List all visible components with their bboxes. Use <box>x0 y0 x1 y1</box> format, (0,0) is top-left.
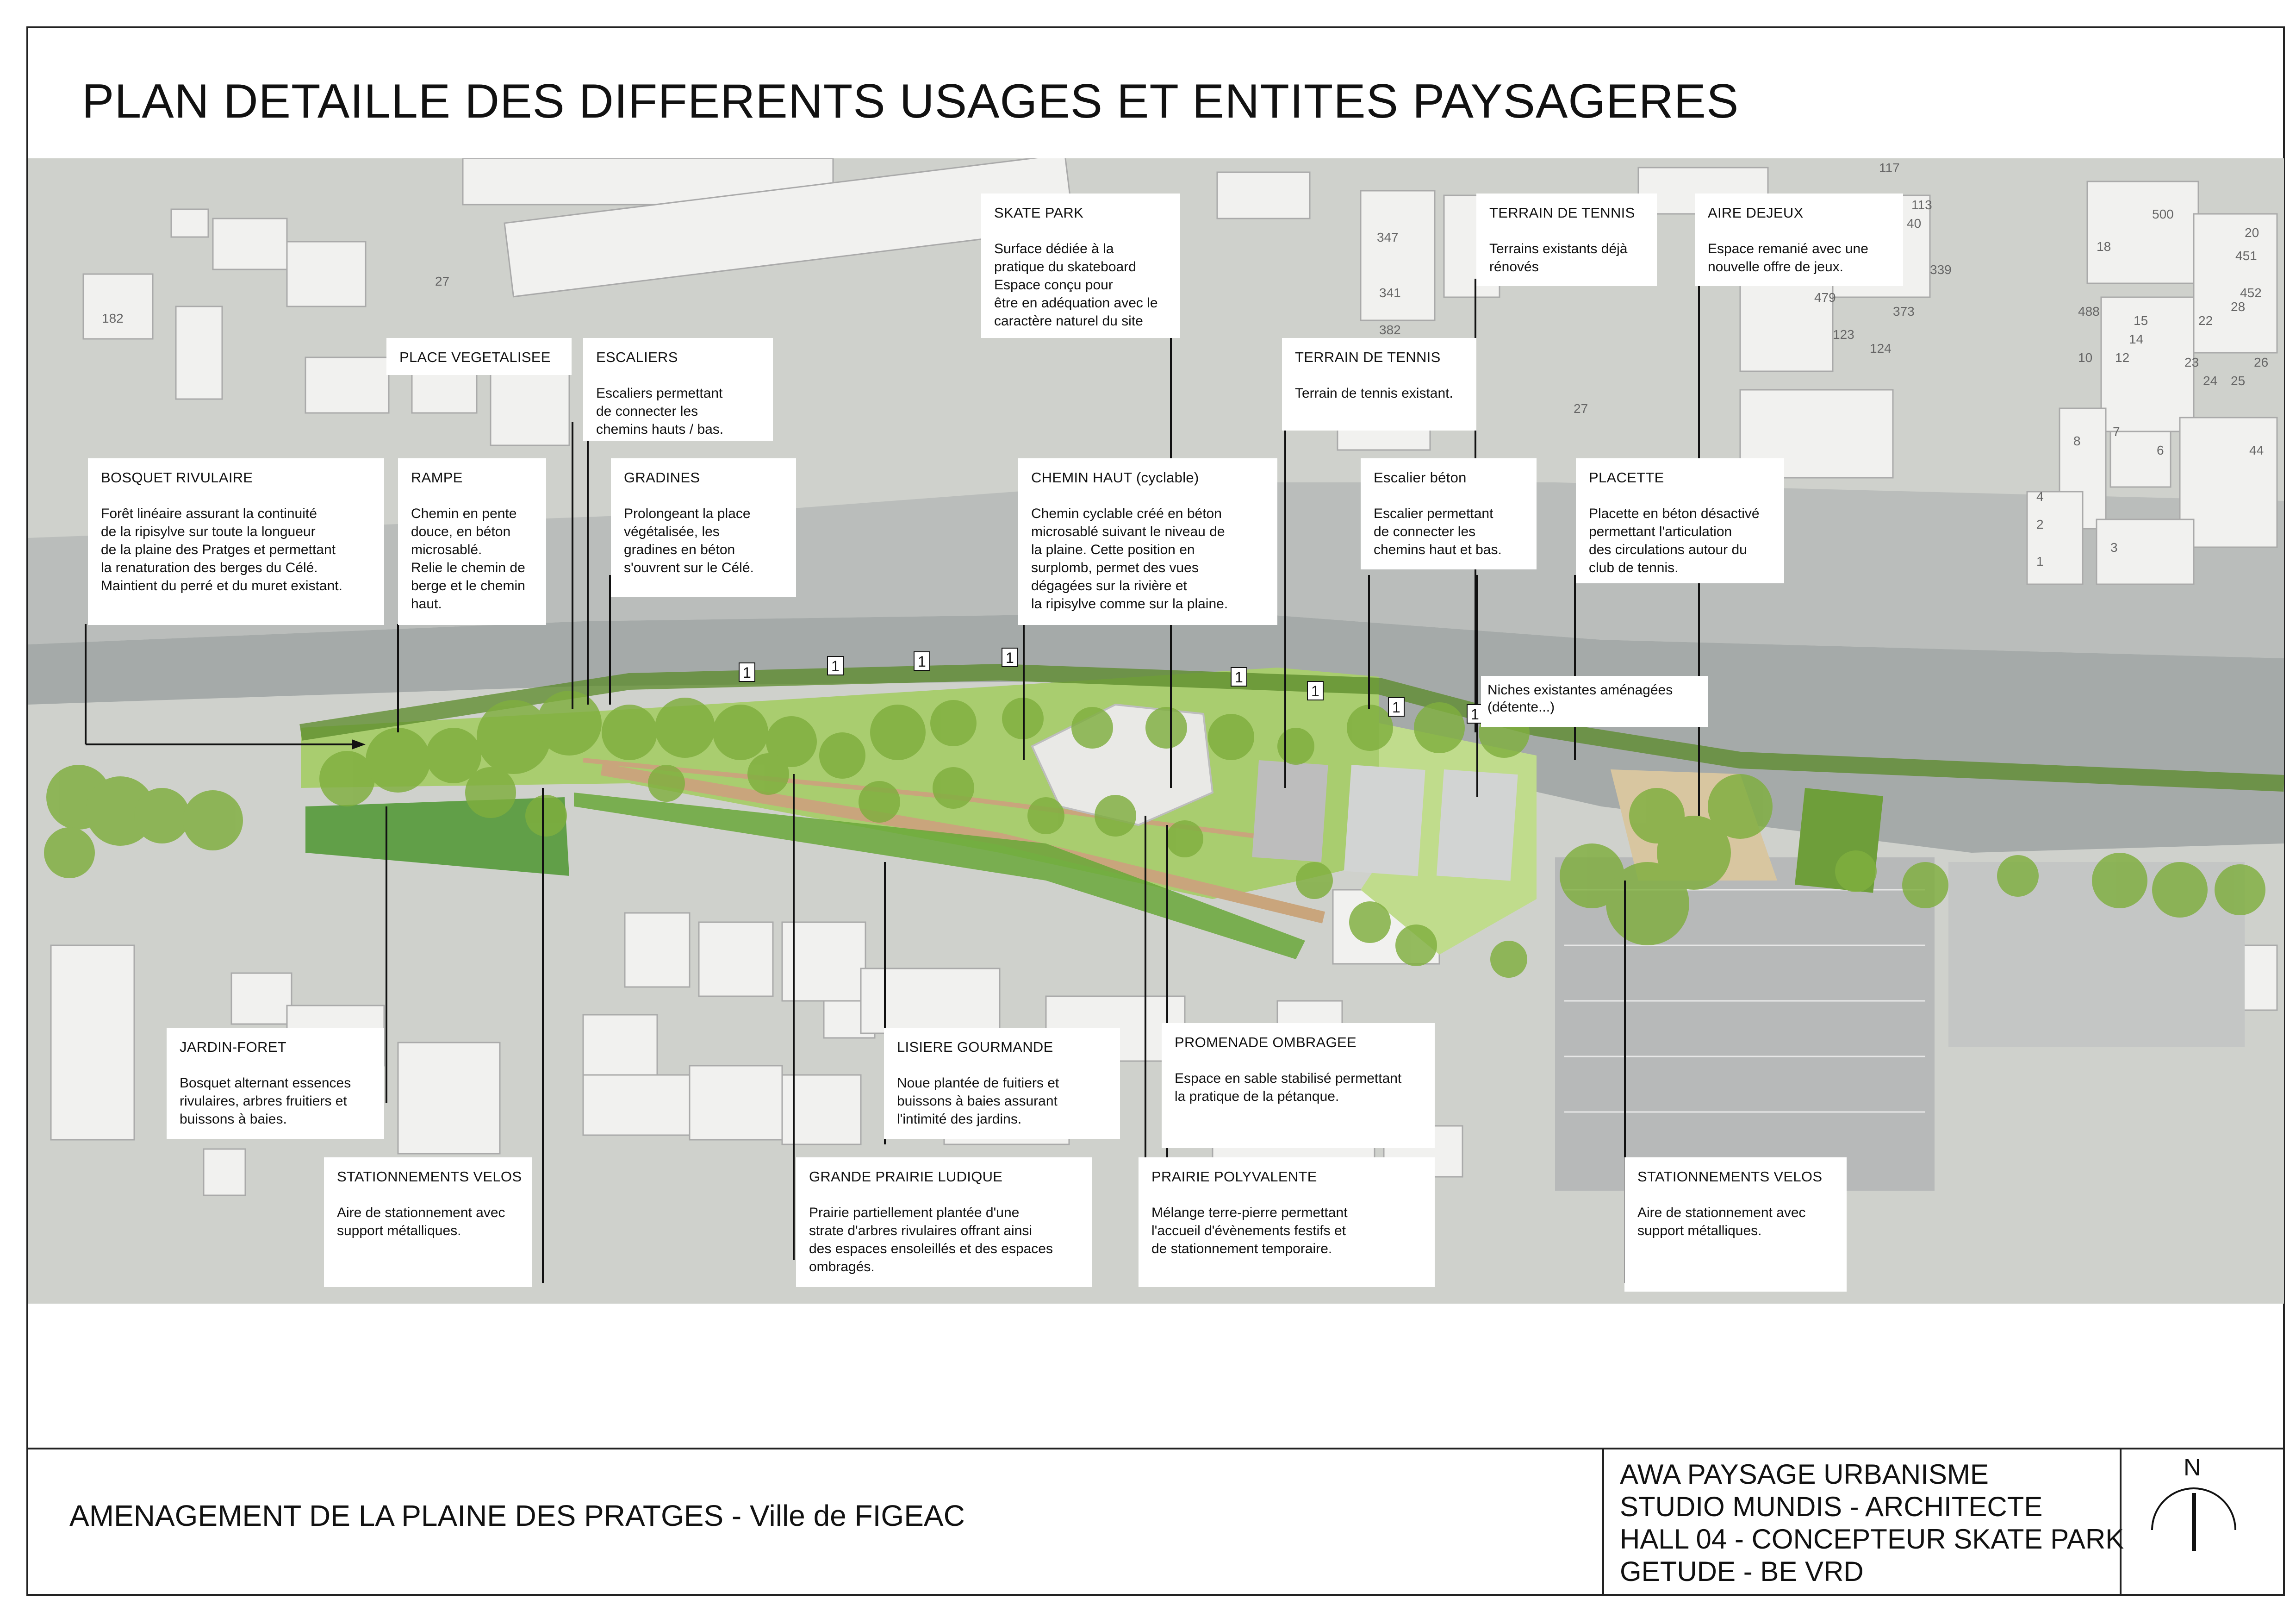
callout-text: Forêt linéaire assurant la continuité de la ripisylve sur toute la longueur de la plaine des Pratges et permettant la renaturation des berges du Célé. Maintient du perré et du muret existant. <box>101 506 342 593</box>
building-number: 20 <box>2245 225 2259 240</box>
building-number: 44 <box>2249 443 2264 457</box>
callout-rampe <box>398 458 546 625</box>
building-number: 14 <box>2129 332 2144 346</box>
stair-marker-label: 1 <box>1006 650 1014 666</box>
north-label: N <box>2184 1454 2201 1481</box>
callout-title: BOSQUET RIVULAIRE <box>101 469 253 486</box>
callout-grande-prairie-ludique <box>796 1157 1092 1287</box>
page-title: PLAN DETAILLE DES DIFFERENTS USAGES ET ENTITES PAYSAGERES <box>82 75 1739 128</box>
callout-stationnements-velos-west <box>324 1157 532 1287</box>
building-number: 27 <box>435 274 450 288</box>
callout-title: TERRAIN DE TENNIS <box>1489 205 1635 221</box>
callout-terrain-tennis <box>1282 338 1476 431</box>
building-number: 3 <box>2110 540 2118 555</box>
stair-marker-label: 1 <box>1471 706 1479 723</box>
callout-promenade-ombragee <box>1162 1023 1435 1148</box>
credit-line: GETUDE - BE VRD <box>1620 1556 1864 1587</box>
callout-text: Placette en béton désactivé permettant l'articulation des circulations autour du club de tennis. <box>1589 506 1760 575</box>
callout-title: GRANDE PRAIRIE LUDIQUE <box>809 1168 1003 1185</box>
callout-place-vegetalisee <box>386 338 572 375</box>
callout-title: GRADINES <box>624 469 700 486</box>
building-number: 341 <box>1379 286 1401 300</box>
callout-skate-park <box>981 194 1180 338</box>
credit-line: HALL 04 - CONCEPTEUR SKATE PARK <box>1620 1524 2124 1555</box>
callout-title: ESCALIERS <box>596 349 678 365</box>
callout-escalier-beton <box>1361 458 1537 569</box>
credits-block <box>1620 1458 2124 1588</box>
stair-marker-label: 1 <box>1392 699 1400 716</box>
building-number: 382 <box>1379 323 1401 337</box>
building-number: 15 <box>2134 313 2148 328</box>
building-number: 113 <box>1911 198 1932 212</box>
stair-marker-label: 1 <box>918 653 926 670</box>
callout-gradines <box>611 458 796 597</box>
callout-title: PROMENADE OMBRAGEE <box>1175 1034 1356 1050</box>
callout-text: Niches existantes aménagées (détente...) <box>1487 682 1673 715</box>
callout-text: Terrain de tennis existant. <box>1295 386 1453 401</box>
callout-bosquet-rivulaire <box>88 458 384 625</box>
callout-text: Aire de stationnement avec support métalliques. <box>337 1205 505 1238</box>
building-number: 124 <box>1870 341 1892 356</box>
callout-text: Chemin en pente douce, en béton microsablé. Relie le chemin de berge et le chemin haut. <box>411 506 525 612</box>
callout-text: Espace en sable stabilisé permettant la pratique de la pétanque. <box>1175 1071 1402 1104</box>
building-number: 4 <box>2036 489 2044 504</box>
building-number: 8 <box>2073 434 2081 448</box>
building-number: 18 <box>2097 239 2111 254</box>
callout-text: Terrains existants déjà rénovés <box>1489 241 1628 275</box>
callout-title: Escalier béton <box>1374 469 1467 486</box>
stair-marker-label: 1 <box>1235 669 1243 686</box>
building-number: 2 <box>2036 517 2044 531</box>
callout-title: JARDIN-FORET <box>180 1039 286 1055</box>
callout-title: PLACE VEGETALISEE <box>399 349 551 365</box>
callout-text: Espace remanié avec une nouvelle offre de jeux. <box>1708 241 1868 275</box>
building-number: 6 <box>2157 443 2164 457</box>
callout-title: RAMPE <box>411 469 463 486</box>
callout-text: Aire de stationnement avec support métalliques. <box>1637 1205 1806 1238</box>
callout-aire-de-jeux <box>1695 194 1903 286</box>
building-number: 500 <box>2152 207 2174 221</box>
building-number: 25 <box>2231 374 2246 388</box>
callout-niches-existantes <box>1481 676 1708 727</box>
callout-text: Prolongeant la place végétalisée, les gradines en béton s'ouvrent sur le Célé. <box>624 506 754 575</box>
stair-marker-label: 1 <box>1311 683 1319 700</box>
building-number: 27 <box>1574 401 1588 416</box>
building-number: 10 <box>2078 350 2093 365</box>
callout-stationnements-velos-east <box>1624 1157 1847 1292</box>
callout-text: Prairie partiellement plantée d'une strate d'arbres rivulaires offrant ainsi des espaces ensoleillés et des espaces ombragés. <box>809 1205 1053 1274</box>
callout-title: TERRAIN DE TENNIS <box>1295 349 1441 365</box>
callout-title: PLACETTE <box>1589 469 1664 486</box>
callout-placette <box>1576 458 1784 583</box>
credit-line: AWA PAYSAGE URBANISME <box>1620 1459 1989 1490</box>
stair-marker-label: 1 <box>743 664 751 681</box>
callout-text: Escalier permettant de connecter les chemins haut et bas. <box>1374 506 1502 557</box>
north-arrow <box>2147 1454 2240 1583</box>
callout-text: Mélange terre-pierre permettant l'accueil d'évènements festifs et de stationnement temporaire. <box>1151 1205 1348 1256</box>
callout-text: Escaliers permettant de connecter les chemins hauts / bas. <box>596 386 724 437</box>
building-number: 373 <box>1893 304 1915 319</box>
project-title: AMENAGEMENT DE LA PLAINE DES PRATGES - Ville de FIGEAC <box>69 1499 965 1532</box>
callout-title: CHEMIN HAUT (cyclable) <box>1031 469 1199 486</box>
building-number: 7 <box>2113 425 2120 439</box>
building-number: 117 <box>1879 161 1900 175</box>
callout-title: PRAIRIE POLYVALENTE <box>1151 1168 1317 1185</box>
callout-terrain-tennis-existing <box>1476 194 1657 286</box>
callout-text: Noue plantée de fuitiers et buissons à baies assurant l'intimité des jardins. <box>897 1075 1059 1127</box>
building-number: 488 <box>2078 304 2100 319</box>
callout-title: STATIONNEMENTS VELOS <box>337 1168 522 1185</box>
building-number: 24 <box>2203 374 2218 388</box>
building-number: 22 <box>2198 313 2213 328</box>
building-number: 182 <box>102 311 124 325</box>
callout-lisiere-gourmande <box>884 1028 1120 1139</box>
building-number: 123 <box>1833 327 1854 342</box>
building-number: 339 <box>1930 262 1952 277</box>
callout-jardin-foret <box>167 1028 384 1139</box>
callout-text: Surface dédiée à la pratique du skateboard Espace conçu pour être en adéquation avec le caractère naturel du site <box>994 241 1158 329</box>
stair-marker-label: 1 <box>831 658 840 675</box>
building-number: 40 <box>1907 216 1922 231</box>
callout-text: Bosquet alternant essences rivulaires, arbres fruitiers et buissons à baies. <box>180 1075 351 1127</box>
building-number: 451 <box>2235 249 2257 263</box>
callout-prairie-polyvalente <box>1139 1157 1435 1287</box>
building-number: 479 <box>1814 290 1836 305</box>
footer-separator <box>1602 1448 1604 1596</box>
building-number: 452 <box>2240 286 2262 300</box>
callout-text: Chemin cyclable créé en béton microsablé suivant le niveau de la plaine. Cette position en surplomb, permet des vues dégagées sur la rivière et la ripisylve comme sur la plaine. <box>1031 506 1228 612</box>
callout-title: LISIERE GOURMANDE <box>897 1039 1053 1055</box>
building-number: 23 <box>2184 355 2199 369</box>
building-number: 26 <box>2254 355 2269 369</box>
callout-title: STATIONNEMENTS VELOS <box>1637 1168 1823 1185</box>
callout-title: AIRE DEJEUX <box>1708 205 1804 221</box>
building-number: 347 <box>1377 230 1399 244</box>
building-number: 12 <box>2115 350 2130 365</box>
footer-divider <box>26 1448 2285 1449</box>
callout-chemin-haut <box>1018 458 1277 625</box>
callout-escaliers <box>583 338 773 441</box>
credit-line: STUDIO MUNDIS - ARCHITECTE <box>1620 1491 2043 1522</box>
building-number: 28 <box>2231 300 2246 314</box>
building-number: 1 <box>2036 554 2044 568</box>
callout-title: SKATE PARK <box>994 205 1084 221</box>
